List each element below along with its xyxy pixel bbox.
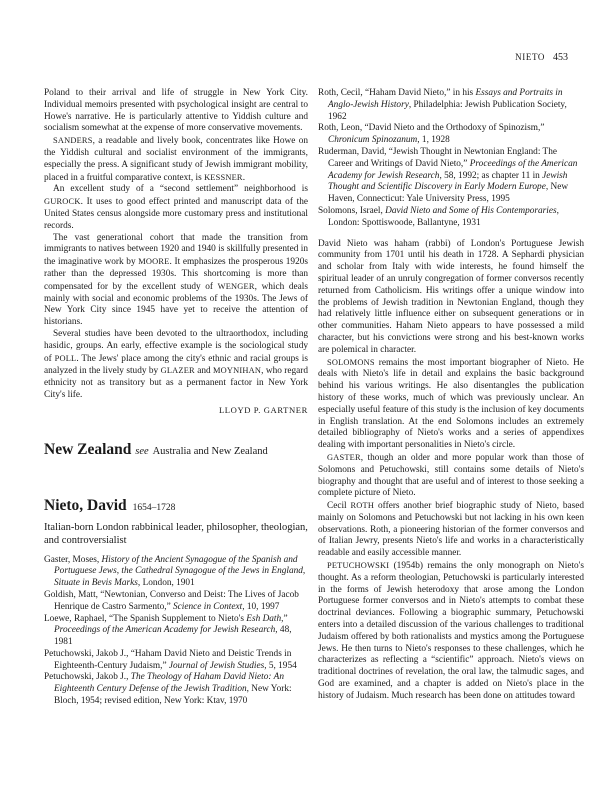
entry-dates: 1654–1728 (132, 502, 176, 513)
paragraph: SANDERS, a readable and lively book, concentrates like Howe on the Yiddish cultural and socialist environment of the immigrants, especially the press. A significant study of Jewish immigrant mobility, placed in a fruitful comparative context, is KESSNER. (44, 136, 308, 183)
paragraph: Poland to their arrival and life of struggle in New York City. Individual memoirs presented with psychological insight are central to Howe's narrative. He is particularly attentive to Yiddish culture and socialism somewhat at the expense of more conservative movements. (44, 88, 308, 134)
entry-heading-new-zealand: New Zealand see Australia and New Zealand (44, 440, 268, 458)
bibliography-item: Gaster, Moses, History of the Ancient Synagogue of the Spanish and Portuguese Jews, the Cathedral Synagogue of the Jews in England, Situate in Bevis Marks, London, 1901 (44, 554, 306, 589)
page-number: 453 (553, 52, 568, 63)
bibliography-item: Petuchowski, Jakob J., The Theology of Haham David Nieto: An Eighteenth Century Defense of the Jewish Tradition, New York: Bloch, 1954; revised edition, New York: Ktav, 1970 (44, 672, 292, 707)
paragraph: SOLOMONS remains the most important biographer of Nieto. He deals with Nieto's life in detail and explains the basic background behind his various writings. He also disentangles the publication history of these works, much of which was previously unclear. An especially useful feature of this study is the inclusion of key documents in English translation. At the end Solomons includes an extremely detailed bibliography of Nieto's works and a series of appendixes dealing with important personalities in Nieto's circle. (318, 357, 584, 451)
right-column (318, 88, 584, 703)
bibliography-list (318, 88, 584, 230)
entry-heading-nieto: Nieto, David 1654–1728 (44, 496, 176, 514)
paragraph: The vast generational cohort that made the transition from immigrants to natives between 1920 and 1940 is skillfully presented in the imaginative work by MOORE. It emphasizes the prosperous 1920s rather than the depressed 1930s. This shortcoming is more than compensated for by the excellent study of WENGER, which deals mainly with social and economic problems of the 1930s. The Jews of New York City since 1945 have yet to receive the attention of historians. (44, 232, 308, 328)
entry-subtitle: Italian-born London rabbinical leader, philosopher, theologian, and controversialist (44, 521, 308, 546)
paragraph: PETUCHOWSKI (1954b) remains the only monograph on Nieto's thought. As a reform theologian, Petuchowski is particularly interested in the forms of Jewish heterodoxy that arose among the London Portuguese former conversos and in Nieto's attempts to combat these doctrinal deviances. Following a biographic summary, Petuchowski enters into a detailed discussion of the various challenges to traditional Judaism offered by both rationalists and mystics among the Portuguese Jews. He then turns to Nieto's responses to these challenges, which he characterizes as reflecting a “scientific” approach. Nieto's views on traditional doctrines of revelation, the oral law, the talmudic sages, and God are examined, and a chapter is added on Nieto's place in the history of Judaism. Much research has been done on attitudes toward (318, 561, 584, 701)
bibliography-item: Petuchowski, Jakob J., “Haham David Nieto and Deistic Trends in Eighteenth-Century Judaism,” Journal of Jewish Studies, 5, 1954 (44, 648, 297, 671)
bibliography-item: Goldish, Matt, “Newtonian, Converso and Deist: The Lives of Jacob Henrique de Castro Sarmento,” Science in Context, 10, 1997 (44, 589, 299, 612)
author-signature: LLOYD P. GARTNER (218, 404, 308, 415)
left-column (44, 88, 308, 708)
bibliography-item: Roth, Cecil, “Haham David Nieto,” in his Essays and Portraits in Anglo-Jewish History, Philadelphia: Jewish Publication Society, 1962 (318, 88, 567, 122)
running-head-title: NIETO (515, 52, 545, 62)
bibliography-list (44, 555, 308, 708)
paragraph: Several studies have been devoted to the ultraorthodox, including hasidic, groups. An early, effective example is the sociological study of POLL. The Jews' place among the city's ethnic and racial groups is analyzed in the lively study by GLAZER and MOYNIHAN, who regard ethnicity not as transitory but as a permanent factor in New York City's life. (44, 328, 308, 400)
bibliography-item: Roth, Leon, “David Nieto and the Orthodoxy of Spinozism,” Chronicum Spinozanum, 1, 1928 (318, 123, 545, 146)
bibliography-item: Ruderman, David, “Jewish Thought in Newtonian England: The Career and Writings of David Nieto,” Proceedings of the American Academy for Jewish Research, 58, 1992; as chapter 11 in Jewish Thought and Scientific Discovery in Early Modern Europe, New Haven, Connecticut: Yale University Press, 1995 (318, 146, 578, 205)
paragraph: GASTER, though an older and more popular work than those of Solomons and Petuchowski, still contains some details of Nieto's biography and thought that are useful and of interest to those seeking a complete picture of Nieto. (318, 452, 584, 499)
cross-reference: Australia and New Zealand (152, 445, 268, 457)
paragraph: An excellent study of a “second settlement” neighborhood is GUROCK. It uses to good effect printed and manuscript data of the United States census alongside more customary press and institutional records. (44, 184, 308, 231)
paragraph: David Nieto was haham (rabbi) of London's Portuguese Jewish community from 1701 until his death in 1728. A Sephardi physician and scholar from Italy with wide interests, he found himself the spiritual leader of an unruly congregation of former conversos recently returned from Catholicism. His writings offer a unique window into the problems of Jewish tradition in Newtonian England, though they had relatively little influence either on subsequent generations or in other communities. Haham Nieto appears to have possessed a mild character, but his convictions were strong and his best-known works are polemical in character. (318, 238, 584, 355)
bibliography-item: Solomons, Israel, David Nieto and Some of His Contemporaries, London: Spottiswoode, Ballantyne, 1931 (318, 205, 559, 228)
paragraph: Cecil ROTH offers another brief biographic study of Nieto, based mainly on Solomons and Petuchowski but not lacking in his own keen observations. Roth, a pioneering historian of the former conversos and of Italian Jewry, presents Nieto's life and works in a characteristically readable and easily accessible manner. (318, 501, 584, 559)
bibliography-item: Loewe, Raphael, “The Spanish Supplement to Nieto's Esh Dath,” Proceedings of the American Academy for Jewish Research, 48, 1981 (44, 613, 292, 648)
running-head (515, 52, 568, 63)
